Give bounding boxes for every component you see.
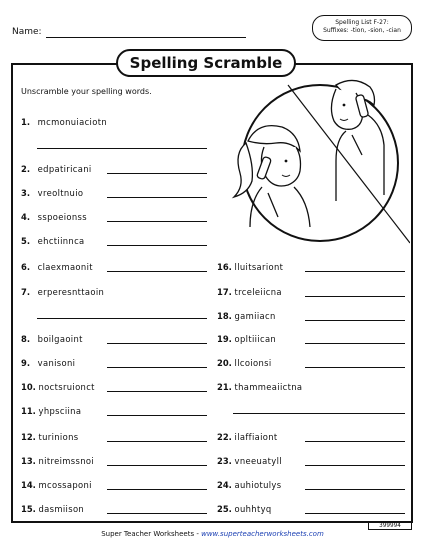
scrambled-word: erperesnttaoin [37, 287, 105, 297]
scrambled-word: ilaffiaiont [234, 432, 278, 442]
scrambled-word: vreoltnuio [37, 188, 84, 198]
scrambled-word: mcmonuiaciotn [37, 117, 107, 127]
kids-on-phone-illustration [218, 75, 410, 245]
word-item-11: 11. yhpsciina [21, 406, 82, 416]
name-line[interactable] [46, 37, 246, 38]
scrambled-word: gamiiacn [234, 311, 276, 321]
scrambled-word: dasmiison [38, 504, 85, 514]
scrambled-word: sspoeionss [37, 212, 87, 222]
answer-line-19[interactable] [305, 343, 405, 344]
word-item-24: 24. auhiotulys [217, 480, 282, 490]
word-item-6: 6. claexmaonit [21, 262, 93, 272]
answer-line-5[interactable] [107, 245, 207, 246]
name-label: Name: [12, 27, 42, 37]
scrambled-word: llcoionsi [234, 358, 272, 368]
boy-face [331, 89, 362, 129]
answer-line-18[interactable] [305, 320, 405, 321]
scrambled-word: ouhhtyq [234, 504, 272, 514]
word-item-18: 18. gamiiacn [217, 311, 276, 321]
girl-ponytail [234, 143, 252, 197]
answer-line-11[interactable] [107, 415, 207, 416]
scrambled-word: vneeuatyll [234, 456, 282, 466]
scrambled-word: edpatiricani [37, 164, 92, 174]
page-title: Spelling Scramble [116, 49, 296, 77]
word-item-25: 25. ouhhtyq [217, 504, 272, 514]
scrambled-word: nitreimssnoi [38, 456, 95, 466]
scrambled-word: claexmaonit [37, 262, 93, 272]
answer-line-3[interactable] [107, 197, 207, 198]
word-item-21: 21. thammeaiictna [217, 382, 303, 392]
scrambled-word: trceleiicna [234, 287, 282, 297]
word-item-20: 20. llcoionsi [217, 358, 272, 368]
word-item-19: 19. opltiiican [217, 334, 277, 344]
word-item-17: 17. trceleiicna [217, 287, 282, 297]
answer-line-24[interactable] [305, 489, 405, 490]
answer-line-22[interactable] [305, 441, 405, 442]
list-title: Spelling List F-27: [335, 19, 389, 26]
word-item-10: 10. noctsruionct [21, 382, 95, 392]
word-item-5: 5. ehctiinnca [21, 236, 85, 246]
footer [0, 530, 425, 538]
answer-line-20[interactable] [305, 367, 405, 368]
scrambled-word: noctsruionct [38, 382, 95, 392]
word-item-22: 22. ilaffiaiont [217, 432, 278, 442]
answer-line-9[interactable] [107, 367, 207, 368]
scrambled-word: opltiiican [234, 334, 277, 344]
word-item-2: 2. edpatiricani [21, 164, 92, 174]
scrambled-word: lluitsariont [234, 262, 284, 272]
word-item-7: 7. erperesnttaoin [21, 287, 105, 297]
answer-line-6[interactable] [107, 271, 207, 272]
word-item-15: 15. dasmiison [21, 504, 85, 514]
scrambled-word: ehctiinnca [37, 236, 85, 246]
answer-line-13[interactable] [107, 465, 207, 466]
answer-line-12[interactable] [107, 441, 207, 442]
scrambled-word: auhiotulys [234, 480, 282, 490]
scrambled-word: vanisoni [37, 358, 76, 368]
answer-line-23[interactable] [305, 465, 405, 466]
scrambled-word: mcossaponi [38, 480, 92, 490]
answer-line-25[interactable] [305, 513, 405, 514]
footer-link[interactable]: www.superteacherworksheets.com [201, 530, 324, 538]
answer-line-14[interactable] [107, 489, 207, 490]
answer-line-1[interactable] [37, 148, 207, 149]
word-item-3: 3. vreoltnuio [21, 188, 84, 198]
answer-line-4[interactable] [107, 221, 207, 222]
answer-line-7[interactable] [37, 318, 207, 319]
word-item-23: 23. vneeuatyll [217, 456, 282, 466]
answer-line-10[interactable] [107, 391, 207, 392]
instructions: Unscramble your spelling words. [21, 87, 152, 96]
scrambled-word: boilgaoint [37, 334, 83, 344]
answer-line-17[interactable] [305, 296, 405, 297]
footer-text: Super Teacher Worksheets - [101, 530, 202, 538]
word-item-12: 12. turinions [21, 432, 79, 442]
word-item-13: 13. nitreimssnoi [21, 456, 95, 466]
answer-line-16[interactable] [305, 271, 405, 272]
answer-line-8[interactable] [107, 343, 207, 344]
word-item-1: 1. mcmonuiaciotn [21, 117, 107, 127]
answer-line-15[interactable] [107, 513, 207, 514]
scrambled-word: thammeaiictna [234, 382, 303, 392]
word-item-8: 8. boilgaoint [21, 334, 83, 344]
spelling-list-badge [312, 15, 412, 41]
word-item-9: 9. vanisoni [21, 358, 76, 368]
girl-body [250, 187, 310, 227]
list-subtitle: Suffixes: -tion, -sion, -cian [323, 27, 401, 34]
answer-line-2[interactable] [107, 173, 207, 174]
answer-line-21[interactable] [233, 413, 405, 414]
word-item-14: 14. mcossaponi [21, 480, 92, 490]
worksheet-code: 399994 [368, 521, 412, 530]
scrambled-word: yhpsciina [38, 406, 82, 416]
word-item-16: 16. lluitsariont [217, 262, 284, 272]
scrambled-word: turinions [38, 432, 79, 442]
word-item-4: 4. sspoeionss [21, 212, 87, 222]
